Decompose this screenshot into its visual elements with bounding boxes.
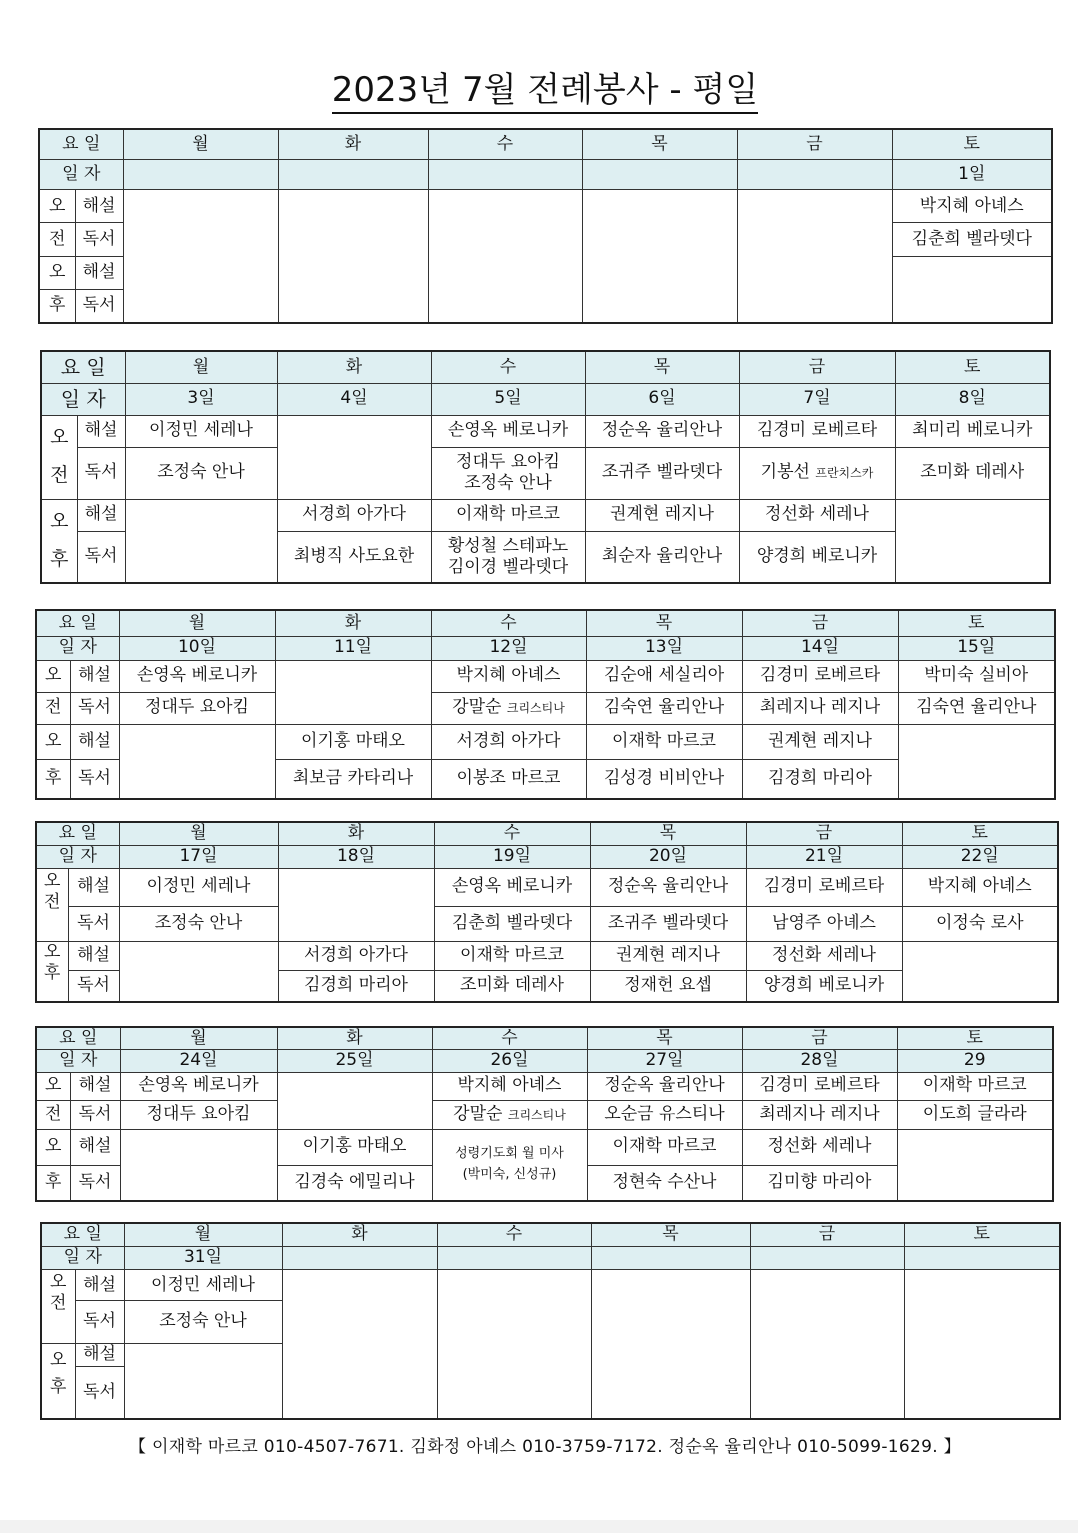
assignment-cell: 강말순 크리스티나 — [431, 692, 586, 724]
day-sat: 토 — [895, 351, 1050, 383]
date-cell — [123, 159, 278, 189]
day-wed: 수 — [437, 1223, 591, 1246]
date-cell: 4일 — [277, 383, 431, 415]
day-mon: 월 — [120, 1027, 277, 1050]
dokseo-label: 독서 — [68, 970, 119, 1002]
assignment-cell: 손영옥 베로니카 — [120, 1072, 277, 1100]
assignment-cell: 서경희 아가다 — [278, 941, 434, 970]
day-thu: 목 — [585, 351, 739, 383]
assignment-cell: 손영옥 베로니카 — [119, 660, 275, 692]
date-cell: 17일 — [119, 845, 278, 868]
schedule-table-week3 — [35, 609, 1056, 800]
haeseol-label: 해설 — [75, 1269, 124, 1300]
assignment-cell: 이기홍 마태오 — [275, 724, 431, 759]
assignment-cell: 조귀주 벨라뎃다 — [585, 447, 739, 499]
day-fri: 금 — [742, 610, 898, 636]
day-fri: 금 — [750, 1223, 904, 1246]
assignment-cell: 최순자 율리안나 — [585, 531, 739, 583]
date-cell — [278, 159, 428, 189]
assignment-cell: 김순애 세실리아 — [586, 660, 742, 692]
date-cell: 22일 — [902, 845, 1058, 868]
day-fri: 금 — [742, 1027, 897, 1050]
assignment-cell: 이정민 세레나 — [125, 415, 277, 447]
assignment-cell: 권계현 레지나 — [742, 724, 898, 759]
date-cell: 10일 — [119, 636, 275, 660]
am-label: 오 전 — [41, 1269, 75, 1343]
am-label-bottom: 전 — [36, 692, 70, 724]
assignment-cell: 김성경 비비안나 — [586, 759, 742, 799]
day-wed: 수 — [432, 1027, 587, 1050]
day-mon: 월 — [119, 610, 275, 636]
empty-cell — [437, 1269, 591, 1419]
day-thu: 목 — [586, 610, 742, 636]
day-sat: 토 — [892, 129, 1052, 159]
empty-cell — [119, 724, 275, 799]
assignment-cell: 이봉조 마르코 — [431, 759, 586, 799]
assignment-cell: 김경미 로베르타 — [739, 415, 895, 447]
assignment-cell: 정재헌 요셉 — [590, 970, 746, 1002]
haeseol-label: 해설 — [77, 499, 125, 531]
assignment-cell: 정대두 요아킴 — [120, 1100, 277, 1129]
assignment-cell: 최레지나 레지나 — [742, 692, 898, 724]
date-cell: 5일 — [431, 383, 585, 415]
dokseo-label: 독서 — [70, 1100, 120, 1129]
assignment-cell: 김경미 로베르타 — [742, 660, 898, 692]
assignment-cell: 최레지나 레지나 — [742, 1100, 897, 1129]
date-cell — [750, 1246, 904, 1269]
day-tue: 화 — [275, 610, 431, 636]
assignment-cell: 최미리 베로니카 — [895, 415, 1050, 447]
empty-cell — [895, 499, 1050, 583]
assignment-cell: 이재학 마르코 — [431, 499, 585, 531]
date-cell — [428, 159, 582, 189]
weekday-label: 요 일 — [36, 610, 119, 636]
haeseol-label: 해설 — [77, 415, 125, 447]
pm-label: 오 후 — [41, 499, 77, 583]
assignment-cell: 남영주 아녜스 — [746, 906, 902, 941]
assignment-cell: 김춘희 벨라뎃다 — [434, 906, 590, 941]
pm-label-bottom: 후 — [36, 1165, 70, 1201]
empty-cell — [278, 190, 428, 323]
empty-cell — [737, 190, 892, 323]
assignment-cell: 손영옥 베로니카 — [434, 868, 590, 906]
day-sat: 토 — [904, 1223, 1060, 1246]
weekday-label: 요 일 — [41, 351, 125, 383]
assignment-cell: 조귀주 벨라뎃다 — [590, 906, 746, 941]
day-wed: 수 — [434, 822, 590, 845]
weekday-label: 요 일 — [36, 822, 119, 845]
empty-cell — [591, 1269, 750, 1419]
day-mon: 월 — [119, 822, 278, 845]
am-label: 오 전 — [41, 415, 77, 499]
date-cell: 11일 — [275, 636, 431, 660]
mass-note-cell: 성령기도회 월 미사 (박미숙, 신성규) — [432, 1129, 587, 1201]
date-label: 일 자 — [36, 636, 119, 660]
date-cell: 14일 — [742, 636, 898, 660]
haeseol-label: 해설 — [70, 1129, 120, 1165]
assignment-cell: 최보금 카타리나 — [275, 759, 431, 799]
assignment-cell: 권계현 레지나 — [585, 499, 739, 531]
page-title: 2023년 7월 전례봉사 - 평일 — [0, 62, 1078, 111]
empty-cell — [892, 256, 1052, 323]
date-cell: 26일 — [432, 1050, 587, 1072]
haeseol-label: 해설 — [75, 256, 123, 289]
assignment-cell: 정순옥 율리안나 — [590, 868, 746, 906]
assignment-cell: 김춘희 벨라뎃다 — [892, 223, 1052, 256]
day-sat: 토 — [902, 822, 1058, 845]
day-fri: 금 — [739, 351, 895, 383]
date-cell: 3일 — [125, 383, 277, 415]
empty-cell — [278, 868, 434, 941]
assignment-cell-multi: 황성철 스테파노 김이경 벨라뎃다 — [431, 531, 585, 583]
assignment-cell: 이재학 마르코 — [587, 1129, 742, 1165]
schedule-table-week2 — [40, 350, 1051, 584]
date-cell: 7일 — [739, 383, 895, 415]
pm-label-top: 오 — [36, 724, 70, 759]
assignment-cell: 이기홍 마태오 — [277, 1129, 432, 1165]
date-cell: 21일 — [746, 845, 902, 868]
schedule-table-week6 — [40, 1222, 1061, 1420]
date-cell — [282, 1246, 437, 1269]
assignment-cell: 김숙연 율리안나 — [898, 692, 1055, 724]
empty-cell — [750, 1269, 904, 1419]
assignment-cell: 오순금 유스티나 — [587, 1100, 742, 1129]
empty-cell — [277, 1072, 432, 1129]
pm-label: 오 후 — [36, 941, 68, 1002]
date-cell: 15일 — [898, 636, 1055, 660]
date-cell: 18일 — [278, 845, 434, 868]
day-tue: 화 — [278, 129, 428, 159]
empty-cell — [904, 1269, 1060, 1419]
dokseo-label: 독서 — [70, 1165, 120, 1201]
empty-cell — [275, 660, 431, 724]
day-mon: 월 — [125, 351, 277, 383]
pm-label-top: 오 — [36, 1129, 70, 1165]
assignment-cell: 손영옥 베로니카 — [431, 415, 585, 447]
date-cell: 29 — [897, 1050, 1053, 1072]
date-cell: 24일 — [120, 1050, 277, 1072]
empty-cell — [902, 941, 1058, 1002]
day-tue: 화 — [277, 351, 431, 383]
date-cell: 25일 — [277, 1050, 432, 1072]
date-label: 일 자 — [36, 1050, 120, 1072]
assignment-cell: 정순옥 율리안나 — [585, 415, 739, 447]
haeseol-label: 해설 — [70, 660, 119, 692]
assignment-cell: 박지혜 아녜스 — [902, 868, 1058, 906]
date-cell: 12일 — [431, 636, 586, 660]
assignment-cell: 권계현 레지나 — [590, 941, 746, 970]
empty-cell — [898, 724, 1055, 799]
assignment-cell: 양경희 베로니카 — [739, 531, 895, 583]
date-cell: 31일 — [124, 1246, 282, 1269]
assignment-cell: 정대두 요아킴 — [119, 692, 275, 724]
am-label-top: 오 — [36, 1072, 70, 1100]
assignment-cell: 이도희 글라라 — [897, 1100, 1053, 1129]
date-cell: 27일 — [587, 1050, 742, 1072]
contact-footer: 【 이재학 마르코 010-4507-7671. 김화정 아녜스 010-3759-7172. 정순옥 율리안나 010-5099-1629. 】 — [129, 1437, 961, 1457]
empty-cell — [123, 190, 278, 323]
day-sat: 토 — [897, 1027, 1053, 1050]
pm-label-top: 오 — [39, 256, 75, 289]
empty-cell — [277, 415, 431, 499]
assignment-cell: 조정숙 안나 — [125, 447, 277, 499]
date-label: 일 자 — [39, 159, 123, 189]
day-mon: 월 — [123, 129, 278, 159]
day-wed: 수 — [428, 129, 582, 159]
assignment-cell: 이정숙 로사 — [902, 906, 1058, 941]
weekday-label: 요 일 — [36, 1027, 120, 1050]
date-label: 일 자 — [41, 383, 125, 415]
day-fri: 금 — [746, 822, 902, 845]
day-wed: 수 — [431, 610, 586, 636]
date-cell: 1일 — [892, 159, 1052, 189]
assignment-cell: 이정민 세레나 — [119, 868, 278, 906]
haeseol-label: 해설 — [75, 1343, 124, 1366]
assignment-cell: 박미숙 실비아 — [898, 660, 1055, 692]
haeseol-label: 해설 — [70, 1072, 120, 1100]
assignment-cell: 서경희 아가다 — [277, 499, 431, 531]
empty-cell — [282, 1269, 437, 1419]
assignment-cell: 이재학 마르코 — [897, 1072, 1053, 1100]
assignment-cell: 조정숙 안나 — [124, 1301, 282, 1343]
weekday-label: 요 일 — [39, 129, 123, 159]
pm-label: 오 후 — [41, 1343, 75, 1419]
assignment-cell: 조정숙 안나 — [119, 906, 278, 941]
assignment-cell: 조미화 데레사 — [895, 447, 1050, 499]
dokseo-label: 독서 — [75, 1366, 124, 1419]
day-tue: 화 — [282, 1223, 437, 1246]
dokseo-label: 독서 — [77, 447, 125, 499]
date-cell: 28일 — [742, 1050, 897, 1072]
empty-cell — [119, 941, 278, 1002]
am-label-bottom: 전 — [36, 1100, 70, 1129]
date-label: 일 자 — [41, 1246, 124, 1269]
haeseol-label: 해설 — [70, 724, 119, 759]
assignment-cell: 김경미 로베르타 — [746, 868, 902, 906]
pm-label-bottom: 후 — [39, 290, 75, 323]
assignment-cell: 정선화 세레나 — [739, 499, 895, 531]
day-sat: 토 — [898, 610, 1055, 636]
page-bottom-strip — [0, 1520, 1078, 1533]
date-cell — [437, 1246, 591, 1269]
dokseo-label: 독서 — [77, 531, 125, 583]
dokseo-label: 독서 — [75, 290, 123, 323]
date-cell: 19일 — [434, 845, 590, 868]
date-cell: 8일 — [895, 383, 1050, 415]
date-cell — [904, 1246, 1060, 1269]
dokseo-label: 독서 — [70, 692, 119, 724]
empty-cell — [125, 499, 277, 583]
assignment-cell: 김경희 마리아 — [278, 970, 434, 1002]
date-cell — [582, 159, 737, 189]
day-thu: 목 — [590, 822, 746, 845]
weekday-label: 요 일 — [41, 1223, 124, 1246]
assignment-cell: 이재학 마르코 — [586, 724, 742, 759]
date-cell — [591, 1246, 750, 1269]
date-label: 일 자 — [36, 845, 119, 868]
day-fri: 금 — [737, 129, 892, 159]
assignment-cell: 최병직 사도요한 — [277, 531, 431, 583]
assignment-cell: 박지혜 아녜스 — [431, 660, 586, 692]
assignment-cell: 정선화 세레나 — [742, 1129, 897, 1165]
empty-cell — [428, 190, 582, 323]
schedule-table-week1 — [38, 128, 1053, 324]
assignment-cell: 양경희 베로니카 — [746, 970, 902, 1002]
date-cell: 6일 — [585, 383, 739, 415]
assignment-cell: 기봉선 프란치스카 — [739, 447, 895, 499]
dokseo-label: 독서 — [75, 1301, 124, 1343]
am-label-top: 오 — [39, 190, 75, 223]
haeseol-label: 해설 — [68, 941, 119, 970]
empty-cell — [124, 1343, 282, 1419]
day-tue: 화 — [277, 1027, 432, 1050]
assignment-cell: 이정민 세레나 — [124, 1269, 282, 1300]
date-cell: 20일 — [590, 845, 746, 868]
date-cell — [737, 159, 892, 189]
assignment-cell: 조미화 데레사 — [434, 970, 590, 1002]
day-tue: 화 — [278, 822, 434, 845]
empty-cell — [120, 1129, 277, 1201]
day-thu: 목 — [582, 129, 737, 159]
dokseo-label: 독서 — [70, 759, 119, 799]
haeseol-label: 해설 — [75, 190, 123, 223]
schedule-table-week5 — [35, 1026, 1054, 1202]
dokseo-label: 독서 — [68, 906, 119, 941]
assignment-cell: 김숙연 율리안나 — [586, 692, 742, 724]
assignment-cell: 김경희 마리아 — [742, 759, 898, 799]
day-thu: 목 — [587, 1027, 742, 1050]
assignment-cell: 김미향 마리아 — [742, 1165, 897, 1201]
assignment-cell: 박지혜 아녜스 — [892, 190, 1052, 223]
am-label-top: 오 — [36, 660, 70, 692]
day-thu: 목 — [591, 1223, 750, 1246]
empty-cell — [897, 1129, 1053, 1201]
schedule-table-week4 — [35, 821, 1059, 1003]
am-label: 오 전 — [36, 868, 68, 941]
assignment-cell: 정현숙 수산나 — [587, 1165, 742, 1201]
assignment-cell: 박지혜 아녜스 — [432, 1072, 587, 1100]
day-wed: 수 — [431, 351, 585, 383]
assignment-cell: 김경미 로베르타 — [742, 1072, 897, 1100]
assignment-cell: 서경희 아가다 — [431, 724, 586, 759]
empty-cell — [582, 190, 737, 323]
pm-label-bottom: 후 — [36, 759, 70, 799]
assignment-cell-multi: 정대두 요아킴 조정숙 안나 — [431, 447, 585, 499]
assignment-cell: 정선화 세레나 — [746, 941, 902, 970]
date-cell: 13일 — [586, 636, 742, 660]
assignment-cell: 이재학 마르코 — [434, 941, 590, 970]
haeseol-label: 해설 — [68, 868, 119, 906]
am-label-bottom: 전 — [39, 223, 75, 256]
day-mon: 월 — [124, 1223, 282, 1246]
dokseo-label: 독서 — [75, 223, 123, 256]
assignment-cell: 김경숙 에밀리나 — [277, 1165, 432, 1201]
assignment-cell: 강말순 크리스티나 — [432, 1100, 587, 1129]
assignment-cell: 정순옥 율리안나 — [587, 1072, 742, 1100]
